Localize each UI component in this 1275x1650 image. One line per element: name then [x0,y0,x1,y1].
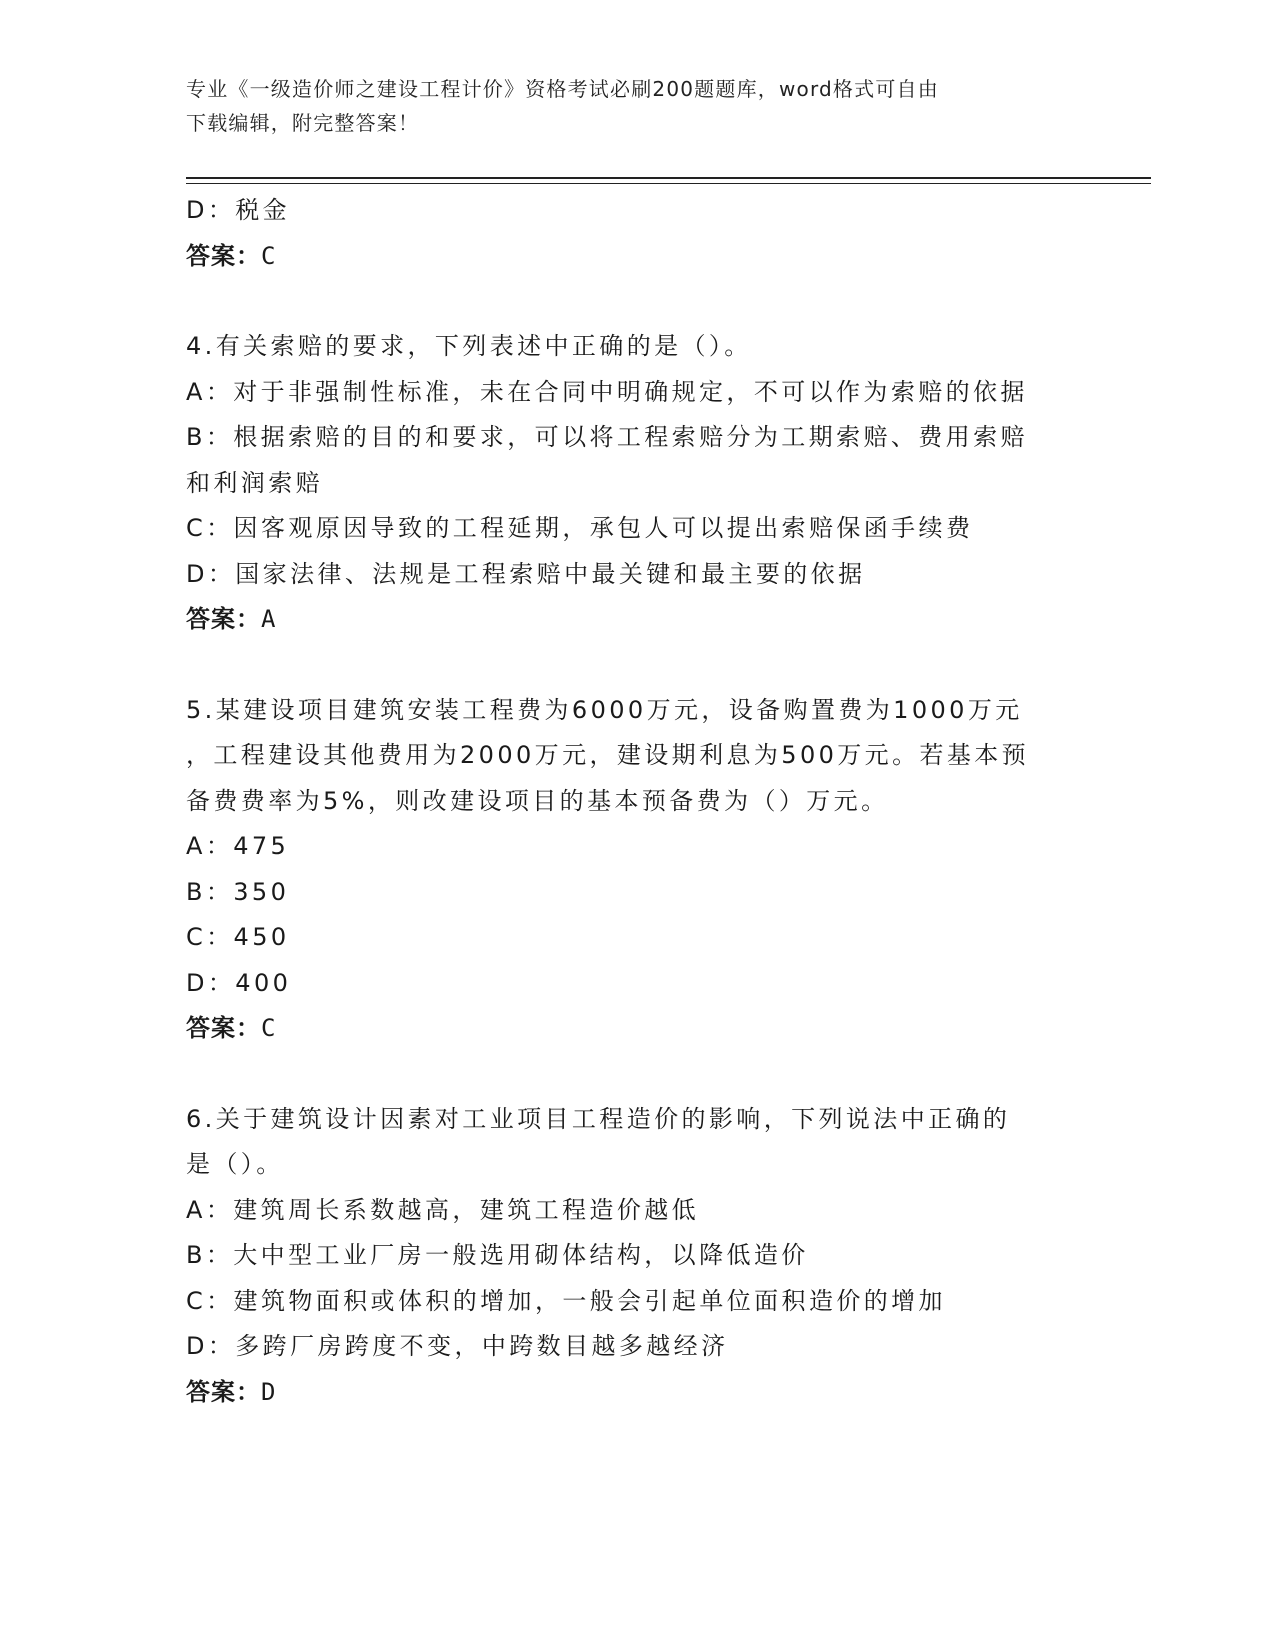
answer-line [186,234,1086,280]
header-line-2: 下载编辑，附完整答案！ [186,111,420,135]
option-b: B：根据索赔的目的和要求，可以将工程索赔分为工期索赔、费用索赔 [186,423,1028,451]
question-stem: 6.关于建筑设计因素对工业项目工程造价的影响，下列说法中正确的 [186,1104,1011,1133]
answer-value: C [261,1014,277,1042]
option-d: D：400 [186,968,292,997]
question-stem: 5.某建设项目建筑安装工程费为6000万元，设备购置费为1000万元 [186,695,1023,724]
question-stem-continued: 备费费率为5%，则改建设项目的基本预备费为（）万元。 [186,786,889,815]
question-6 [186,1097,1086,1416]
option-d: D：税金 [186,196,291,224]
option-a: A：建筑周长系数越高，建筑工程造价越低 [186,1195,700,1224]
option-b: B：350 [186,877,290,906]
question-stem: 4.有关索赔的要求，下列表述中正确的是（）。 [186,332,752,360]
option-c: C：450 [186,923,290,951]
option-b: B：大中型工业厂房一般选用砌体结构，以降低造价 [186,1241,809,1269]
answer-value: D [261,1377,277,1406]
question-5 [186,688,1086,1052]
header-rule-thick [186,177,1151,179]
answer-line [186,1370,1086,1416]
answer-value: A [261,605,277,633]
answer-label: 答案： [186,1014,261,1042]
option-d: D：国家法律、法规是工程索赔中最关键和最主要的依据 [186,559,866,588]
option-c: C：建筑物面积或体积的增加，一般会引起单位面积造价的增加 [186,1286,946,1315]
header-rule-thin [186,183,1151,184]
answer-line [186,1006,1086,1052]
answer-label: 答案： [186,1377,261,1406]
answer-label: 答案： [186,241,261,270]
question-3-tail [186,188,1086,279]
question-4 [186,324,1086,643]
header-line-1: 专业《一级造价师之建设工程计价》资格考试必刷200题题库，word格式可自由 [186,77,939,101]
document-body [186,188,1086,1460]
option-b-continued: 和利润索赔 [186,468,323,497]
question-stem-continued: ，工程建设其他费用为2000万元，建设期利息为500万元。若基本预 [186,741,1030,769]
question-stem-continued: 是（）。 [186,1150,284,1178]
answer-value: C [261,241,277,270]
document-header [186,72,1066,140]
answer-label: 答案： [186,605,261,633]
option-d: D：多跨厂房跨度不变，中跨数目越多越经济 [186,1332,729,1360]
answer-line [186,597,1086,643]
option-a: A：对于非强制性标准，未在合同中明确规定，不可以作为索赔的依据 [186,377,1028,406]
option-a: A：475 [186,832,290,860]
option-c: C：因客观原因导致的工程延期，承包人可以提出索赔保函手续费 [186,514,974,542]
